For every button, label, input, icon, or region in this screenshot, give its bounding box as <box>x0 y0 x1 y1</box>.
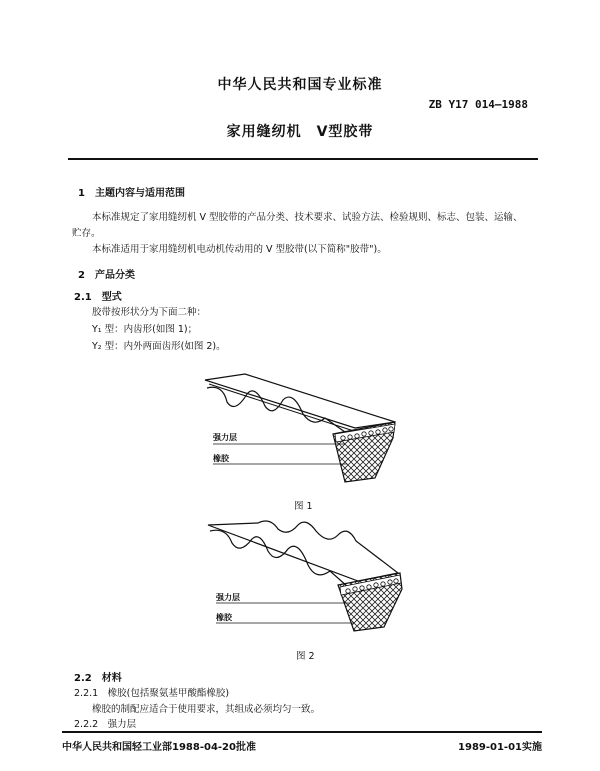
figure-1-label-strength-layer: 强力层 <box>213 433 237 442</box>
section-1-para2: 本标准适用于家用缝纫机电动机传动用的 V 型胶带(以下简称"胶带")。 <box>92 244 387 255</box>
footer-effective-date: 1989-01-01实施 <box>458 742 542 753</box>
figure-2-label-rubber: 橡胶 <box>216 613 232 622</box>
section-2-1-y1: Y₁ 型：内齿形(如图 1)； <box>92 324 198 335</box>
section-2-title: 2 产品分类 <box>78 270 135 281</box>
figure-1-caption: 图 1 <box>294 501 313 512</box>
section-1-para1-line1: 本标准规定了家用缝纫机 V 型胶带的产品分类、技术要求、试验方法、检验规则、标志、包装、运输、 <box>92 212 523 223</box>
section-2-1-title: 2.1 型式 <box>74 292 122 303</box>
header-rule <box>68 158 538 160</box>
figure-2-belt-drawing <box>198 515 428 645</box>
footer-rule <box>62 731 542 733</box>
footer-issuer: 中华人民共和国轻工业部1988-04-20批准 <box>62 742 256 753</box>
section-2-2-1-body: 橡胶的制配应适合于使用要求，其组成必须均匀一致。 <box>92 704 321 715</box>
section-1-title: 1 主题内容与适用范围 <box>78 188 185 199</box>
document-title: 家用缝纫机 V型胶带 <box>226 124 374 140</box>
figure-2-caption: 图 2 <box>296 651 315 662</box>
national-standard-heading: 中华人民共和国专业标准 <box>217 77 383 93</box>
figure-1-label-rubber: 橡胶 <box>213 454 229 463</box>
section-2-2-1-title: 2.2.1 橡胶(包括聚氨基甲酸酯橡胶) <box>74 688 230 699</box>
section-2-1-line1: 胶带按形状分为下面二种： <box>92 307 207 318</box>
section-2-1-y2: Y₂ 型：内外两面齿形(如图 2)。 <box>92 341 226 352</box>
figure-2-label-strength-layer: 强力层 <box>216 593 240 602</box>
standard-number: ZB Y17 014—1988 <box>428 98 528 111</box>
section-2-2-title: 2.2 材料 <box>74 673 122 684</box>
section-2-2-2-title: 2.2.2 强力层 <box>74 719 137 730</box>
section-1-para1-line2: 贮存。 <box>72 228 101 239</box>
